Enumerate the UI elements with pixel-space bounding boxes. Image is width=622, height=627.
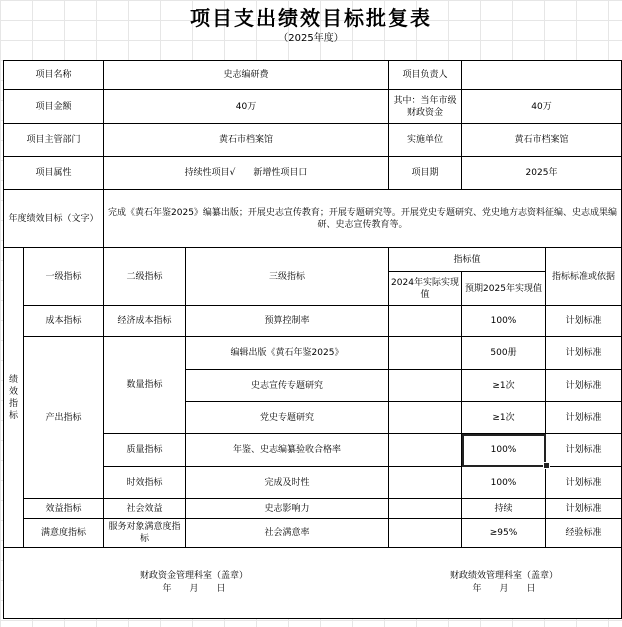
basis-cell[interactable]: 计划标准	[546, 467, 622, 499]
dept-value[interactable]: 黄石市档案馆	[104, 124, 389, 157]
level1-cell[interactable]: 效益指标	[24, 499, 104, 519]
finance-fund-office-date: 年 月 日	[162, 584, 226, 594]
performance-office-label: 财政绩效管理科室（盖章）	[449, 571, 558, 581]
level2-cell[interactable]: 时效指标	[104, 467, 186, 499]
amount-value[interactable]: 40万	[104, 90, 389, 124]
value-2024-cell[interactable]	[389, 434, 462, 467]
row-amount	[4, 90, 622, 124]
indicator-row	[4, 337, 622, 370]
value-2024-cell[interactable]	[389, 519, 462, 548]
basis-cell[interactable]: 计划标准	[546, 434, 622, 467]
level3-cell[interactable]: 社会满意率	[186, 519, 389, 548]
value-2024-cell[interactable]	[389, 337, 462, 370]
impl-label[interactable]: 实施单位	[389, 124, 462, 157]
fill-handle[interactable]	[543, 462, 550, 469]
level2-cell[interactable]: 质量指标	[104, 434, 186, 467]
dept-label[interactable]: 项目主管部门	[4, 124, 104, 157]
basis-cell[interactable]: 经验标准	[546, 519, 622, 548]
value-2025-cell[interactable]: ≥95%	[462, 519, 546, 548]
row-attribute	[4, 157, 622, 190]
level3-cell[interactable]: 年鉴、史志编纂验收合格率	[186, 434, 389, 467]
finance-fund-office-label: 财政资金管理科室（盖章）	[139, 571, 248, 581]
owner-value[interactable]	[462, 61, 622, 90]
fund-label[interactable]: 其中：当年市级财政资金	[389, 90, 462, 124]
project-name-label[interactable]: 项目名称	[4, 61, 104, 90]
row-annual-goal	[4, 190, 622, 248]
level3-cell[interactable]: 编辑出版《黄石年鉴2025》	[186, 337, 389, 370]
attr-label[interactable]: 项目属性	[4, 157, 104, 190]
level2-cell[interactable]: 经济成本指标	[104, 306, 186, 337]
project-name-value[interactable]: 史志编研费	[104, 61, 389, 90]
level3-cell[interactable]: 史志影响力	[186, 499, 389, 519]
goal-text[interactable]: 完成《黄石年鉴2025》编纂出版；开展史志宣传教育；开展专题研究等。开展党史专题研究、党史地方志资料征编、史志成果编研、史志宣传教育等。	[104, 190, 622, 248]
value-2025-cell[interactable]: ≥1次	[462, 370, 546, 402]
level1-cell[interactable]: 产出指标	[24, 337, 104, 499]
basis-cell[interactable]: 计划标准	[546, 402, 622, 434]
indicator-row	[4, 306, 622, 337]
row-department	[4, 124, 622, 157]
level3-cell[interactable]: 预算控制率	[186, 306, 389, 337]
header-level3[interactable]: 三级指标	[186, 248, 389, 306]
level3-cell[interactable]: 完成及时性	[186, 467, 389, 499]
performance-office-date: 年 月 日	[472, 584, 536, 594]
approval-form-table	[3, 60, 622, 619]
value-2025-cell[interactable]: 100%	[462, 306, 546, 337]
value-2024-cell[interactable]	[389, 306, 462, 337]
basis-cell[interactable]: 计划标准	[546, 370, 622, 402]
owner-label[interactable]: 项目负责人	[389, 61, 462, 90]
fund-value[interactable]: 40万	[462, 90, 622, 124]
level2-cell[interactable]: 社会效益	[104, 499, 186, 519]
value-2024-cell[interactable]	[389, 467, 462, 499]
indicator-row	[4, 519, 622, 548]
period-label[interactable]: 项目期	[389, 157, 462, 190]
indicator-header-row-1	[4, 248, 622, 272]
value-2025-cell[interactable]: 100%	[462, 467, 546, 499]
row-project-name	[4, 61, 622, 90]
level1-cell[interactable]: 满意度指标	[24, 519, 104, 548]
page-title: 项目支出绩效目标批复表	[190, 6, 432, 30]
signature-area	[4, 548, 622, 619]
level3-cell[interactable]: 党史专题研究	[186, 402, 389, 434]
signature-row	[4, 548, 622, 619]
header-indicator-value[interactable]: 指标值	[389, 248, 546, 272]
value-2024-cell[interactable]	[389, 402, 462, 434]
level2-cell[interactable]: 服务对象满意度指标	[104, 519, 186, 548]
attr-value[interactable]: 持续性项目√ 新增性项目口	[104, 157, 389, 190]
value-2024-cell[interactable]	[389, 499, 462, 519]
level2-cell[interactable]: 数量指标	[104, 337, 186, 434]
basis-cell[interactable]: 计划标准	[546, 337, 622, 370]
header-basis[interactable]: 指标标准或依据	[546, 248, 622, 306]
value-2025-cell[interactable]: 持续	[462, 499, 546, 519]
value-2025-cell[interactable]: ≥1次	[462, 402, 546, 434]
level3-cell[interactable]: 史志宣传专题研究	[186, 370, 389, 402]
amount-label[interactable]: 项目金额	[4, 90, 104, 124]
value-2025-cell[interactable]: 500册	[462, 337, 546, 370]
page-subtitle: （2025年度）	[278, 33, 344, 44]
period-value[interactable]: 2025年	[462, 157, 622, 190]
level1-cell[interactable]: 成本指标	[24, 306, 104, 337]
basis-cell[interactable]: 计划标准	[546, 306, 622, 337]
value-2025-cell-selected[interactable]: 100%	[462, 434, 546, 467]
finance-fund-office-signature	[4, 570, 384, 596]
header-2025-expected[interactable]: 预期2025年实现值	[462, 272, 546, 306]
basis-cell[interactable]: 计划标准	[546, 499, 622, 519]
performance-office-signature	[384, 570, 622, 596]
value-2024-cell[interactable]	[389, 370, 462, 402]
header-2024-actual[interactable]: 2024年实际实现值	[389, 272, 462, 306]
indicator-row	[4, 499, 622, 519]
performance-indicators-label[interactable]: 绩效指标	[4, 248, 24, 548]
goal-label[interactable]: 年度绩效目标（文字）	[4, 190, 104, 248]
header-level1[interactable]: 一级指标	[24, 248, 104, 306]
header-level2[interactable]: 二级指标	[104, 248, 186, 306]
impl-value[interactable]: 黄石市档案馆	[462, 124, 622, 157]
